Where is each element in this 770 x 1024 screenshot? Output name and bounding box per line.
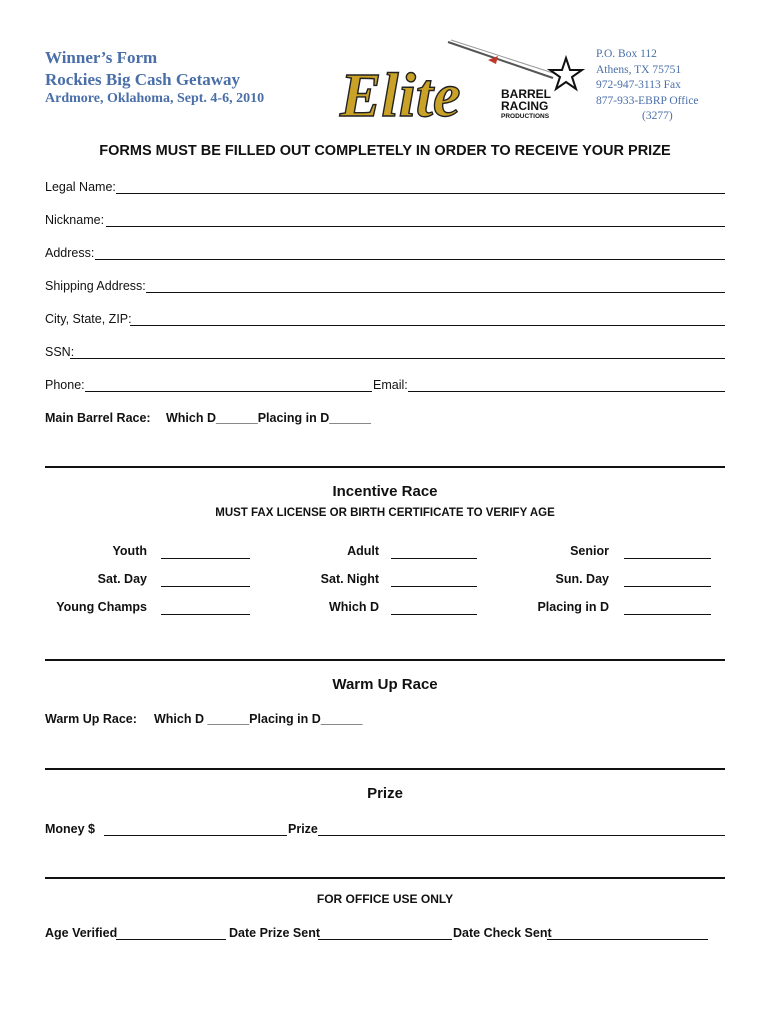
ssn-field[interactable]	[70, 358, 725, 359]
sat-night-field[interactable]	[391, 586, 477, 587]
sat-day-label: Sat. Day	[97, 572, 147, 586]
shipping-address-field[interactable]	[146, 292, 725, 293]
event-name: Rockies Big Cash Getaway	[45, 70, 241, 89]
placing-in-d-label: Placing in D	[537, 600, 609, 614]
ssn-label: SSN:	[45, 345, 75, 359]
contact-office-digits: (3277)	[642, 110, 673, 122]
section-divider	[45, 877, 725, 879]
email-label: Email:	[373, 378, 408, 392]
event-location: Ardmore, Oklahoma, Sept. 4-6, 2010	[45, 91, 265, 106]
logo-main-text: Elite	[340, 62, 461, 128]
prize-label: Prize	[288, 822, 318, 836]
youth-field[interactable]	[161, 558, 250, 559]
prize-field[interactable]	[318, 835, 725, 836]
shipping-address-label: Shipping Address:	[45, 279, 146, 293]
young-champs-field[interactable]	[161, 614, 250, 615]
form-notice: FORMS MUST BE FILLED OUT COMPLETELY IN ORDER TO RECEIVE YOUR PRIZE	[99, 143, 671, 159]
prize-title: Prize	[367, 785, 403, 802]
warmup-which-placing: Which D ______Placing in D______	[154, 712, 363, 726]
which-d-field[interactable]	[391, 614, 477, 615]
warmup-label: Warm Up Race:	[45, 712, 137, 726]
money-label: Money $	[45, 822, 96, 836]
date-prize-sent-label: Date Prize Sent	[229, 926, 321, 940]
incentive-subtitle: MUST FAX LICENSE OR BIRTH CERTIFICATE TO VERIFY AGE	[215, 507, 555, 519]
warmup-title: Warm Up Race	[332, 676, 438, 693]
form-title: Winner’s Form	[45, 48, 158, 67]
main-race-which-placing: Which D______Placing in D______	[166, 411, 371, 425]
sun-day-label: Sun. Day	[555, 572, 609, 586]
section-divider	[45, 466, 725, 468]
contact-block	[596, 47, 699, 125]
contact-fax: 972-947-3113 Fax	[596, 79, 681, 91]
sat-day-field[interactable]	[161, 586, 250, 587]
age-verified-field[interactable]	[116, 939, 226, 940]
placing-in-d-field[interactable]	[624, 614, 711, 615]
nickname-label: Nickname:	[45, 213, 105, 227]
city-state-zip-label: City, State, ZIP:	[45, 312, 132, 326]
contact-city: Athens, TX 75751	[596, 63, 682, 76]
sat-night-label: Sat. Night	[320, 572, 379, 586]
senior-field[interactable]	[624, 558, 711, 559]
legal-name-field[interactable]	[116, 193, 725, 194]
logo-racing-text: RACING	[501, 99, 549, 113]
logo-productions-text: PRODUCTIONS	[501, 113, 550, 120]
date-check-sent-label: Date Check Sent	[453, 926, 552, 940]
address-label: Address:	[45, 246, 95, 260]
section-divider	[45, 659, 725, 661]
section-divider	[45, 768, 725, 770]
logo-barrel-text: BARREL	[501, 87, 551, 101]
phone-field[interactable]	[85, 391, 372, 392]
main-race-label: Main Barrel Race:	[45, 411, 151, 425]
city-state-zip-field[interactable]	[130, 325, 725, 326]
money-field[interactable]	[104, 835, 287, 836]
elite-logo	[338, 38, 593, 128]
young-champs-label: Young Champs	[56, 600, 147, 614]
date-prize-sent-field[interactable]	[318, 939, 452, 940]
office-title: FOR OFFICE USE ONLY	[316, 892, 454, 906]
adult-field[interactable]	[391, 558, 477, 559]
legal-name-label: Legal Name:	[45, 180, 116, 194]
nickname-field[interactable]	[106, 226, 725, 227]
address-field[interactable]	[95, 259, 725, 260]
youth-label: Youth	[112, 544, 147, 558]
email-field[interactable]	[408, 391, 725, 392]
contact-office: 877-933-EBRP Office	[596, 94, 699, 107]
contact-po-box: P.O. Box 112	[596, 48, 657, 60]
phone-label: Phone:	[45, 378, 85, 392]
adult-label: Adult	[347, 544, 379, 558]
sun-day-field[interactable]	[624, 586, 711, 587]
which-d-label: Which D	[329, 600, 379, 614]
incentive-title: Incentive Race	[332, 483, 438, 500]
age-verified-label: Age Verified	[45, 926, 118, 940]
date-check-sent-field[interactable]	[547, 939, 708, 940]
senior-label: Senior	[570, 544, 609, 558]
